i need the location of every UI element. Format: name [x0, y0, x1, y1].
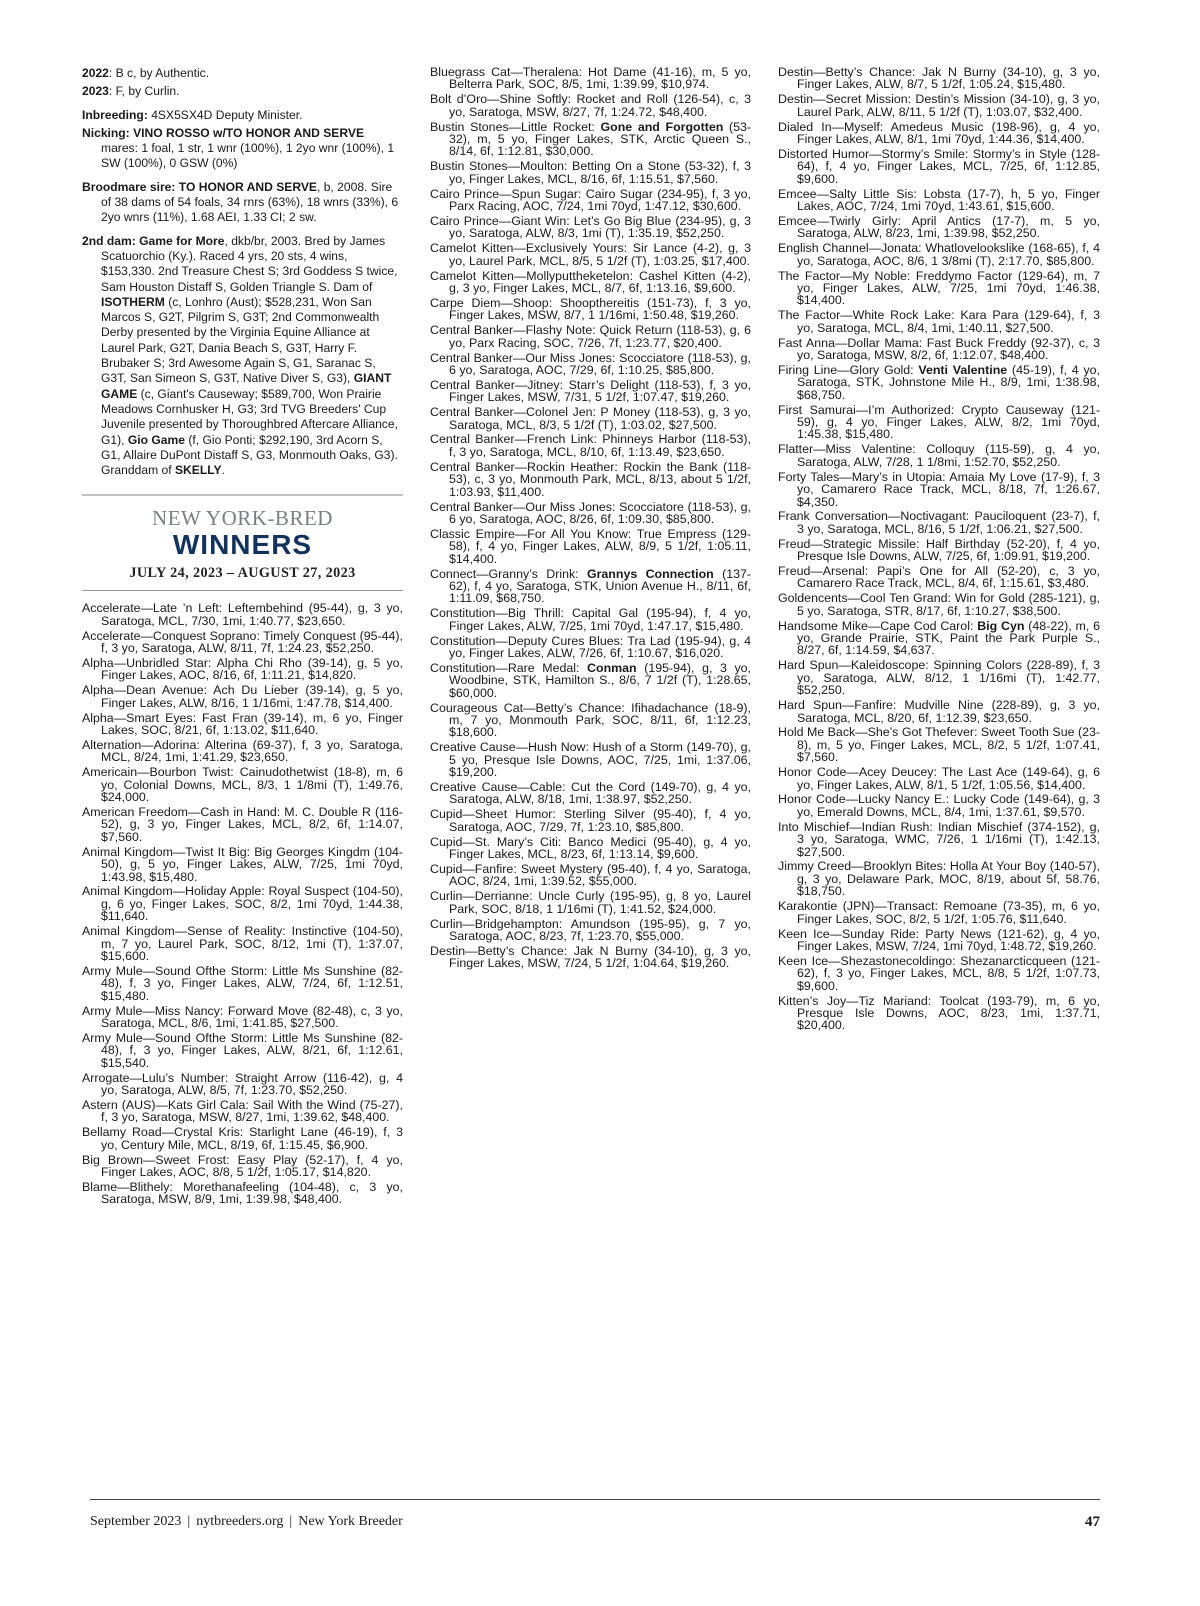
section-title-top: NEW YORK-BRED	[152, 506, 333, 531]
stakes-winner-name: Gone and Forgotten	[600, 119, 724, 134]
winner-entry: Cairo Prince—Spun Sugar: Cairo Sugar (234-95), f, 3 yo, Parx Racing, AOC, 7/24, 1mi 70yd, 1:47.12, $30,600.	[430, 186, 751, 214]
winner-entry: Cairo Prince—Giant Win: Let’s Go Big Blue (234-95), g, 3 yo, Saratoga, ALW, 8/3, 1mi (T), 1:35.19, $52,250.	[430, 213, 751, 241]
section-title-main: WINNERS	[172, 529, 313, 561]
winner-pedigree: Connect—Granny’s Drink:	[430, 566, 587, 581]
winner-entry: Bellamy Road—Crystal Kris: Starlight Lane (46-19), f, 3 yo, Century Mile, MCL, 8/19, 6f, 1:15.45, $6,900.	[82, 1125, 403, 1152]
winner-entry: Animal Kingdom—Sense of Reality: Instinctive (104-50), m, 7 yo, Laurel Park, SOC, 8/12, 1mi (T), 1:37.07, $15,600.	[82, 924, 403, 963]
footer-month: September 2023	[90, 1514, 182, 1529]
winner-details: (53-32), m, 5 yo, Finger Lakes, STK, Arctic Queen S., 8/14, 6f, 1:12.81, $30,000.	[449, 119, 751, 159]
winner-details: (137-62), f, 4 yo, Saratoga, STK, Union Avenue H., 8/11, 6f, 1:11.09, $68,750.	[449, 566, 751, 606]
winner-entry: Animal Kingdom—Twist It Big: Big Georges Kingdm (104-50), g, 5 yo, Finger Lakes, ALW, 7/25, 1mi 70yd, 1:43.98, $15,480.	[82, 844, 403, 884]
stakes-winner-name: Big Cyn	[977, 618, 1025, 633]
winner-entry: Keen Ice—Shezastonecoldingo: Shezanarcticqueen (121-62), f, 3 yo, Finger Lakes, MCL, 8/8, 5 1/2f, 1:07.73, $9,600.	[778, 953, 1100, 993]
winner-entry: Alpha—Unbridled Star: Alpha Chi Rho (39-14), g, 5 yo, Finger Lakes, AOC, 8/16, 6f, 1:11.21, $14,820.	[82, 656, 403, 683]
produce-2023	[82, 84, 403, 99]
column-3	[778, 66, 1100, 1034]
second-dam-text: (c, Giant's Causeway; $589,700, Won Prairie Meadows Cornhusker H, G3; 3rd TVG Breeders' Cup Juvenile presented by Thoroughbred Aftercare Alliance, G1),	[101, 386, 398, 447]
produce-text: : B c, by Authentic.	[108, 66, 210, 80]
winner-entry: Americain—Bourbon Twist: Cainudothetwist (18-8), m, 6 yo, Colonial Downs, MCL, 8/3, 1 1/8mi (T), 1:49.76, $24,000.	[82, 765, 403, 805]
winners-list-col3	[778, 66, 1100, 1032]
winner-entry: Arrogate—Lulu’s Number: Straight Arrow (116-42), g, 4 yo, Saratoga, ALW, 8/5, 7f, 1:23.70, $52,250.	[82, 1070, 403, 1098]
winner-entry: Central Banker—Our Miss Jones: Scocciatore (118-53), g, 6 yo, Saratoga, AOC, 7/29, 6f, 1:10.25, $85,800.	[430, 350, 751, 377]
winner-entry: Goldencents—Cool Ten Grand: Win for Gold (285-121), g, 5 yo, Saratoga, STR, 8/17, 6f, 1:10.27, $38,500.	[778, 591, 1100, 618]
winner-entry: Emcee—Salty Little Sis: Lobsta (17-7), h, 5 yo, Finger Lakes, AOC, 7/24, 1mi 70yd, 1:43.61, $15,600.	[778, 186, 1100, 214]
section-masthead	[82, 494, 403, 591]
winner-entry	[430, 662, 751, 699]
offspring-name: SKELLY	[174, 463, 222, 478]
winner-entry: Alpha—Smart Eyes: Fast Fran (39-14), m, 6 yo, Finger Lakes, SOC, 8/21, 6f, 1:13.02, $11,640.	[82, 710, 403, 738]
winner-entry: First Samurai—I’m Authorized: Crypto Causeway (121-59), g, 4 yo, Finger Lakes, ALW, 8/2, 1mi 70yd, 1:45.38, $15,480.	[778, 402, 1100, 442]
second-dam-para	[82, 234, 403, 479]
winner-entry: Curlin—Bridgehampton: Amundson (195-95), g, 7 yo, Saratoga, AOC, 8/23, 7f, 1:23.70, $55,000.	[430, 916, 751, 943]
winner-entry: Classic Empire—For All You Know: True Empress (129-58), f, 4 yo, Finger Lakes, ALW, 8/9, 5 1/2f, 1:05.11, $14,400.	[430, 526, 751, 566]
page-number: 47	[1085, 1514, 1100, 1530]
winner-entry: Frank Conversation—Noctivagant: Pauciloquent (23-7), f, 3 yo, Saratoga, MCL, 8/16, 5 1/2f, 1:06.21, $27,500.	[778, 509, 1100, 536]
winner-entry: Distorted Humor—Stormy’s Smile: Stormy’s in Style (128-64), f, 4 yo, Finger Lakes, MCL, 7/25, 6f, 1:12.85, $9,600.	[778, 146, 1100, 186]
winner-entry: Honor Code—Acey Deucey: The Last Ace (149-64), g, 6 yo, Finger Lakes, ALW, 8/1, 5 1/2f, 1:05.56, $14,400.	[778, 765, 1100, 792]
winner-entry: Honor Code—Lucky Nancy E.: Lucky Code (149-64), g, 3 yo, Emerald Downs, MCL, 8/4, 1mi, 1:37.61, $9,570.	[778, 792, 1100, 819]
winner-entry: Blame—Blithely: Morethanafeeling (104-48), c, 3 yo, Saratoga, MSW, 8/9, 1mi, 1:39.98, $48,400.	[82, 1179, 403, 1207]
winner-entry: Dialed In—Myself: Amedeus Music (198-96), g, 4 yo, Finger Lakes, ALW, 8/1, 1mi 70yd, 1:44.36, $14,400.	[778, 119, 1100, 147]
winner-entry: American Freedom—Cash in Hand: M. C. Double R (116-52), g, 3 yo, Finger Lakes, MCL, 8/2, 6f, 1:14.07, $7,560.	[82, 805, 403, 844]
nicking-label: Nicking: VINO ROSSO w/TO HONOR AND SERVE	[82, 125, 365, 140]
winner-entry: Camelot Kitten—Mollyputtheketelon: Cashel Kitten (4-2), g, 3 yo, Finger Lakes, MCL, 8/7, 6f, 1:13.16, $9,600.	[430, 268, 751, 295]
inbreeding-label: Inbreeding:	[82, 107, 148, 122]
winner-entry: Central Banker—Colonel Jen: P Money (118-53), g, 3 yo, Saratoga, MCL, 8/3, 5 1/2f (T), 1:03.02, $27,500.	[430, 405, 751, 432]
winner-entry: Accelerate—Late ’n Left: Leftembehind (95-44), g, 3 yo, Saratoga, MCL, 7/30, 1mi, 1:40.77, $23,650.	[82, 601, 403, 628]
winner-entry: Creative Cause—Hush Now: Hush of a Storm (149-70), g, 5 yo, Presque Isle Downs, AOC, 7/25, 1mi, 1:37.06, $19,200.	[430, 740, 751, 780]
winner-entry: Freud—Arsenal: Papi’s One for All (52-20), c, 3 yo, Camarero Race Track, MCL, 8/4, 6f, 1:15.61, $3,480.	[778, 564, 1100, 591]
winner-entry: The Factor—White Rock Lake: Kara Para (129-64), f, 3 yo, Saratoga, MCL, 8/4, 1mi, 1:40.11, $27,500.	[778, 308, 1100, 335]
stakes-winner-name: Grannys Connection	[586, 566, 714, 581]
winner-entry: Alpha—Dean Avenue: Ach Du Lieber (39-14), g, 5 yo, Finger Lakes, ALW, 8/16, 1 1/16mi, 1:47.78, $14,400.	[82, 683, 403, 710]
winner-entry: Freud—Strategic Missile: Half Birthday (52-20), f, 4 yo, Presque Isle Downs, ALW, 7/25, 6f, 1:09.91, $19,200.	[778, 536, 1100, 564]
winner-entry: Astern (AUS)—Kats Girl Cala: Sail With the Wind (75-27), f, 3 yo, Saratoga, MSW, 8/27, 1mi, 1:39.62, $48,400.	[82, 1097, 403, 1125]
winner-entry: Cupid—St. Mary’s Citi: Banco Medici (95-40), g, 4 yo, Finger Lakes, MCL, 8/23, 6f, 1:13.14, $9,600.	[430, 834, 751, 862]
produce-year: 2022	[82, 66, 109, 80]
masthead-rule	[82, 590, 403, 591]
winner-entry: Destin—Betty’s Chance: Jak N Burny (34-10), g, 3 yo, Finger Lakes, ALW, 8/7, 5 1/2f, 1:05.24, $15,480.	[778, 65, 1100, 92]
column-2	[430, 66, 751, 972]
nicking-text: mares: 1 foal, 1 str, 1 wnr (100%), 1 2yo wnr (100%), 1 SW (100%), 0 GSW (0%)	[101, 141, 395, 171]
second-dam-label: 2nd dam: Game for More	[82, 233, 225, 248]
winner-entry: Central Banker—Rockin Heather: Rockin the Bank (118-53), c, 3 yo, Monmouth Park, MCL, 8/13, about 5 1/2f, 1:03.93, $11,400.	[430, 459, 751, 499]
second-dam-text: (f, Gio Ponti; $292,190, 3rd Acorn S, G1, Allaire DuPont Distaff S, G3, Monmouth Oaks, G3). Granddam of	[101, 432, 398, 478]
winner-details: (48-22), m, 6 yo, Grande Prairie, STK, Paint the Park Purple S., 8/27, 6f, 1:14.59, $4,637.	[797, 618, 1101, 658]
winner-entry	[430, 121, 751, 158]
winner-entry: Accelerate—Conquest Soprano: Timely Conquest (95-44), f, 3 yo, Saratoga, ALW, 8/11, 7f, 1:24.23, $52,250.	[82, 628, 403, 656]
second-dam-text: .	[221, 463, 225, 478]
winner-entry: Kitten’s Joy—Tiz Mariand: Toolcat (193-79), m, 6 yo, Presque Isle Downs, AOC, 8/23, 1mi, 1:37.71, $20,400.	[778, 993, 1100, 1033]
winners-list-col2	[430, 66, 751, 970]
winner-entry: Bluegrass Cat—Theralena: Hot Dame (41-16), m, 5 yo, Belterra Park, SOC, 8/5, 1mi, 1:39.99, $10,974.	[430, 65, 751, 92]
masthead-top-rule	[82, 494, 403, 496]
footer-publication: New York Breeder	[298, 1514, 403, 1529]
winner-entry: Central Banker—Our Miss Jones: Scocciatore (118-53), g, 6 yo, Saratoga, AOC, 8/26, 6f, 1:09.30, $85,800.	[430, 499, 751, 526]
winner-entry: Keen Ice—Sunday Ride: Party News (121-62), g, 4 yo, Finger Lakes, MSW, 7/24, 1mi 70yd, 1:48.72, $19,260.	[778, 926, 1100, 953]
broodmare-sire-para	[82, 180, 403, 226]
winner-details: (195-94), g, 3 yo, Woodbine, STK, Hamilton S., 8/6, 7 1/2f (T), 1:28.65, $60,000.	[449, 660, 751, 700]
winner-pedigree: Constitution—Rare Medal:	[430, 660, 588, 675]
section-date-range: JULY 24, 2023 – AUGUST 27, 2023	[129, 565, 356, 582]
winner-details: (45-19), f, 4 yo, Saratoga, STK, Johnstone Mile H., 8/9, 1mi, 1:38.98, $68,750.	[797, 362, 1100, 402]
stakes-winner-name: Conman	[587, 660, 637, 675]
winner-entry: Camelot Kitten—Exclusively Yours: Sir Lance (4-2), g, 3 yo, Laurel Park, MCL, 8/5, 5 1/2f (T), 1:03.25, $17,400.	[430, 241, 751, 268]
footer-rule	[90, 1499, 1100, 1500]
winner-entry	[778, 364, 1100, 401]
page-footer	[90, 1514, 1100, 1530]
winner-entry: Karakontie (JPN)—Transact: Remoane (73-35), m, 6 yo, Finger Lakes, SOC, 8/2, 5 1/2f, 1:05.76, $11,640.	[778, 899, 1100, 926]
winner-entry: Emcee—Twirly Girly: April Antics (17-7), m, 5 yo, Saratoga, ALW, 8/23, 1mi, 1:39.98, $52,250.	[778, 213, 1100, 241]
footer-divider: |	[289, 1514, 293, 1529]
winner-entry: Flatter—Miss Valentine: Colloquy (115-59), g, 4 yo, Saratoga, ALW, 7/28, 1 1/8mi, 1:52.70, $52,250.	[778, 442, 1100, 469]
offspring-name: Gio Game	[127, 432, 186, 447]
winner-entry: Cupid—Fanfire: Sweet Mystery (95-40), f, 4 yo, Saratoga, AOC, 8/24, 1mi, 1:39.52, $55,000.	[430, 861, 751, 889]
winner-entry: Fast Anna—Dollar Mama: Fast Buck Freddy (92-37), c, 3 yo, Saratoga, MSW, 8/2, 6f, 1:12.07, $48,400.	[778, 335, 1100, 363]
winner-entry	[778, 620, 1100, 657]
winner-entry: Creative Cause—Cable: Cut the Cord (149-70), g, 4 yo, Saratoga, ALW, 8/18, 1mi, 1:38.97, $52,250.	[430, 780, 751, 807]
stakes-winner-name: Venti Valentine	[918, 362, 1008, 377]
winner-entry: Central Banker—Jitney: Starr’s Delight (118-53), f, 3 yo, Finger Lakes, MSW, 7/31, 5 1/2f, 1:07.47, $19,260.	[430, 377, 751, 405]
winner-pedigree: Bustin Stones—Little Rocket:	[430, 119, 601, 134]
broodmare-sire-text: , b, 2008. Sire of 38 dams of 54 foals, 34 rnrs (63%), 18 wnrs (33%), 6 2yo wnrs (11%), 1.68 AEI, 1.33 CI; 2 sw.	[101, 179, 399, 225]
winner-entry: Bolt d’Oro—Shine Softly: Rocket and Roll (126-54), c, 3 yo, Saratoga, MSW, 8/27, 7f, 1:24.72, $48,400.	[430, 92, 751, 119]
winner-entry: Big Brown—Sweet Frost: Easy Play (52-17), f, 4 yo, Finger Lakes, AOC, 8/8, 5 1/2f, 1:05.17, $14,820.	[82, 1152, 403, 1179]
winner-pedigree: Handsome Mike—Cape Cod Carol:	[778, 618, 978, 633]
column-1	[82, 66, 403, 1208]
winner-entry: Destin—Betty’s Chance: Jak N Burny (34-10), g, 3 yo, Finger Lakes, MSW, 7/24, 5 1/2f, 1:04.64, $19,260.	[430, 943, 751, 971]
second-dam-text: , dkb/br, 2003. Bred by James Scatuorchio (Ky.). Raced 4 yrs, 20 sts, 4 wins, $153,330. 2nd Treasure Chest S; 3rd Goddess S twice, Sam Houston Distaff S, Golden Triangle S. Dam of	[101, 233, 398, 294]
winner-entry: Central Banker—French Link: Phinneys Harbor (118-53), f, 3 yo, Saratoga, MCL, 8/10, 6f, 1:13.49, $23,650.	[430, 432, 751, 459]
winner-entry: Constitution—Deputy Cures Blues: Tra Lad (195-94), g, 4 yo, Finger Lakes, ALW, 7/26, 6f, 1:10.67, $16,020.	[430, 633, 751, 660]
winner-entry: Carpe Diem—Shoop: Shoopthereitis (151-73), f, 3 yo, Finger Lakes, MSW, 8/7, 1 1/16mi, 1:50.48, $19,260.	[430, 295, 751, 323]
winner-entry: Bustin Stones—Moulton: Betting On a Stone (53-32), f, 3 yo, Finger Lakes, MCL, 8/16, 6f, 1:15.51, $7,560.	[430, 159, 751, 186]
winner-entry: Cupid—Sheet Humor: Sterling Silver (95-40), f, 4 yo, Saratoga, AOC, 7/29, 7f, 1:23.10, $85,800.	[430, 807, 751, 834]
offspring-name: GIANT GAME	[101, 371, 392, 401]
winner-entry	[430, 568, 751, 605]
footer-site: nytbreeders.org	[196, 1514, 284, 1529]
winner-entry: Courageous Cat—Betty’s Chance: Ifihadachance (18-9), m, 7 yo, Monmouth Park, SOC, 8/11, 6f, 1:12.23, $18,600.	[430, 700, 751, 740]
winner-entry: Destin—Secret Mission: Destin’s Mission (34-10), g, 3 yo, Laurel Park, ALW, 8/11, 5 1/2f (T), 1:03.07, $32,400.	[778, 92, 1100, 119]
winner-entry: Animal Kingdom—Holiday Apple: Royal Suspect (104-50), g, 6 yo, Finger Lakes, SOC, 8/2, 1mi 70yd, 1:44.38, $11,640.	[82, 884, 403, 924]
inbreeding-text: 4SX5SX4D Deputy Minister.	[147, 107, 303, 122]
second-dam-text: (c, Lonhro (Aust); $528,231, Won San Marcos S, G2T, Pilgrim S, G3T; 2nd Commonwealth Derby presented by the Virginia Equine Alliance at Laurel Park, G2T, Dania Beach S, G3T, Harry F. Brubaker S; 3rd Awesome Again S, G1, Saranac S, G3T, San Simeon S, G3T, Native Diver S, G3),	[101, 294, 380, 386]
winner-entry: Army Mule—Sound Ofthe Storm: Little Ms Sunshine (82-48), f, 3 yo, Finger Lakes, ALW, 8/21, 6f, 1:12.61, $15,540.	[82, 1030, 403, 1070]
produce-2022	[82, 66, 403, 81]
winner-entry: Curlin—Derrianne: Uncle Curly (195-95), g, 8 yo, Laurel Park, SOC, 8/18, 1 1/16mi (T), 1:41.52, $24,000.	[430, 889, 751, 916]
winner-entry: Jimmy Creed—Brooklyn Bites: Holla At Your Boy (140-57), g, 3 yo, Delaware Park, MOC, 8/19, about 5f, 58.76, $18,750.	[778, 859, 1100, 899]
inbreeding-para	[82, 108, 403, 123]
winner-entry: Forty Tales—Mary’s in Utopia: Amaia My Love (17-9), f, 3 yo, Camarero Race Track, MCL, 8/18, 7f, 1:26.67, $4,350.	[778, 469, 1100, 509]
nicking-para	[82, 126, 403, 172]
winner-entry: Army Mule—Sound Ofthe Storm: Little Ms Sunshine (82-48), f, 3 yo, Finger Lakes, ALW, 7/24, 6f, 1:12.51, $15,480.	[82, 963, 403, 1003]
winner-entry: Army Mule—Miss Nancy: Forward Move (82-48), c, 3 yo, Saratoga, MCL, 8/6, 1mi, 1:41.85, $27,500.	[82, 1003, 403, 1031]
winner-entry: The Factor—My Noble: Freddymo Factor (129-64), m, 7 yo, Finger Lakes, ALW, 7/25, 1mi 70yd, 1:46.38, $14,400.	[778, 268, 1100, 308]
produce-text: : F, by Curlin.	[108, 84, 180, 99]
offspring-name: ISOTHERM	[101, 294, 165, 309]
winner-entry: Hard Spun—Kaleidoscope: Spinning Colors (228-89), f, 3 yo, Saratoga, ALW, 8/12, 1 1/16mi (T), 1:42.77, $52,250.	[778, 658, 1100, 698]
footer-divider: |	[187, 1514, 191, 1529]
winner-entry: Into Mischief—Indian Rush: Indian Mischief (374-152), g, 3 yo, Saratoga, WMC, 7/26, 1 1/16mi (T), 1:42.13, $27,500.	[778, 819, 1100, 859]
winner-entry: Hold Me Back—She’s Got Thefever: Sweet Tooth Sue (23-8), m, 5 yo, Finger Lakes, MCL, 8/2, 5 1/2f, 1:07.41, $7,560.	[778, 725, 1100, 765]
winner-pedigree: Firing Line—Glory Gold:	[778, 362, 919, 377]
winner-entry: English Channel—Jonata: Whatlovelookslike (168-65), f, 4 yo, Saratoga, AOC, 8/6, 1 3/8mi (T), 2:17.70, $85,800.	[778, 241, 1100, 268]
pedigree-block	[82, 66, 403, 478]
winners-list-col1	[82, 602, 403, 1205]
winner-entry: Hard Spun—Fanfire: Mudville Nine (228-89), g, 3 yo, Saratoga, MCL, 8/20, 6f, 1:12.39, $23,650.	[778, 698, 1100, 725]
winner-entry: Constitution—Big Thrill: Capital Gal (195-94), f, 4 yo, Finger Lakes, ALW, 7/25, 1mi 70yd, 1:47.17, $15,480.	[430, 606, 751, 633]
broodmare-sire-label: Broodmare sire: TO HONOR AND SERVE	[82, 179, 317, 194]
winner-entry: Central Banker—Flashy Note: Quick Return (118-53), g, 6 yo, Parx Racing, SOC, 7/26, 7f, 1:23.77, $20,400.	[430, 323, 751, 350]
winner-entry: Alternation—Adorina: Alterina (69-37), f, 3 yo, Saratoga, MCL, 8/24, 1mi, 1:41.29, $23,650.	[82, 737, 403, 765]
produce-year: 2023	[82, 84, 109, 99]
